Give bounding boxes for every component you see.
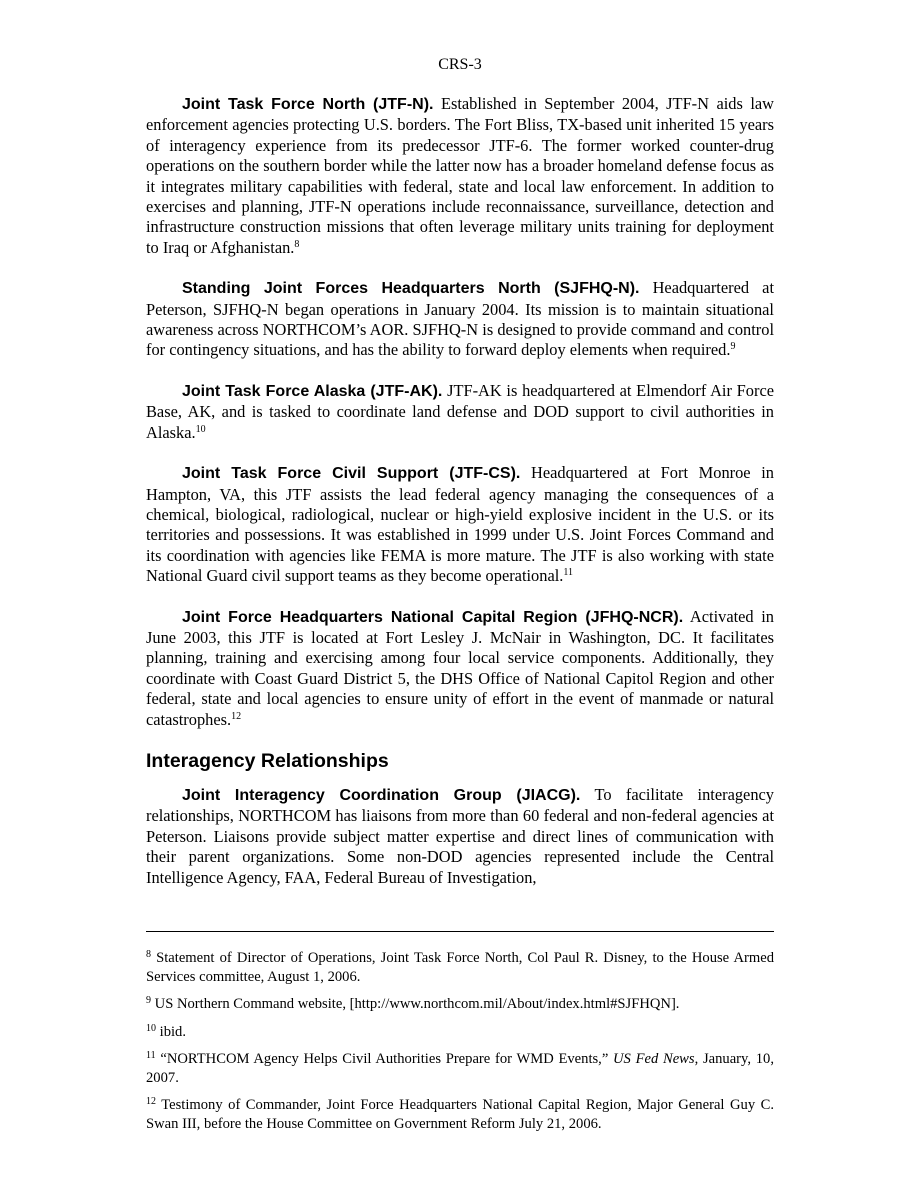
footnote-mark: 10 — [146, 1022, 156, 1034]
footnote-text: Testimony of Commander, Joint Force Headquarters National Capital Region, Major General Guy C. Swan III, before the House Committee on Government Reform July 21, 2006. — [146, 1097, 774, 1132]
footnote-mark: 8 — [146, 949, 151, 960]
paragraph-jiacg — [146, 785, 774, 888]
footnote-11 — [146, 1050, 774, 1087]
body-text — [146, 94, 774, 908]
paragraph-text: Established in September 2004, JTF-N aids law enforcement agencies protecting U.S. borders. The Fort Bliss, TX-based unit inherited 15 years of interagency experience from its predecessor JTF-6. The former worked counter-drug operations on the southern border while the latter now has a broader homeland defense focus as it integrates military capabilities with federal, state and local law enforcement. In addition to exercises and planning, JTF-N operations include reconnaissance, surveillance, detection and infrastructure construction missions that often leverage military units training for deployment to Iraq or Afghanistan. — [146, 94, 775, 257]
paragraph-jtf-ak — [146, 381, 774, 443]
footnote-mark: 12 — [146, 1096, 156, 1107]
footnotes — [146, 949, 774, 1142]
footnote-reference: 8 — [294, 238, 300, 250]
footnote-mark: 9 — [146, 995, 151, 1006]
page-number: CRS-3 — [438, 56, 482, 73]
paragraph-heading: Joint Interagency Coordination Group (JIACG). — [182, 786, 581, 804]
footnote-text: ibid. — [156, 1023, 186, 1040]
footnote-9 — [146, 995, 774, 1014]
paragraph-heading: Joint Task Force North (JTF-N). — [182, 96, 434, 113]
paragraph-heading: Joint Task Force Civil Support (JTF-CS). — [182, 465, 521, 483]
section-heading: Interagency Relationships — [146, 749, 389, 772]
paragraph-text: JTF-AK is headquartered at Elmendorf Air Force Base, AK, and is tasked to coordinate land defense and DOD support to civil authorities in Alaska. — [146, 380, 774, 442]
paragraph-jtf-n — [146, 94, 774, 258]
footnote-reference: 9 — [730, 341, 736, 353]
paragraph-heading: Joint Task Force Alaska (JTF-AK). — [182, 382, 443, 400]
paragraph-jfhq-ncr — [146, 607, 774, 730]
footnote-reference: 11 — [563, 567, 574, 579]
footnote-8 — [146, 949, 774, 986]
paragraph-text: To facilitate interagency relationships, NORTHCOM has liaisons from more than 60 federal and non-federal agencies at Peterson. Liaisons provide subject matter expertise and direct lines of communication with their parent organizations. Some non-DOD agencies represented include the Central Intelligence Agency, FAA, Federal Bureau of Investigation, — [146, 784, 775, 887]
footnote-reference: 10 — [195, 423, 206, 435]
footnote-publication-title: US Fed News — [613, 1051, 695, 1067]
paragraph-sjfhq-n — [146, 278, 774, 361]
paragraph-text: Activated in June 2003, this JTF is located at Fort Lesley J. McNair in Washington, DC. It facilitates planning, training and exercising among four local service components. Additionally, they coordinate with Coast Guard District 5, the DHS Office of National Capitol Region and other federal, state and local agencies to ensure unity of effort in the event of manmade or natural catastrophes. — [146, 606, 774, 729]
footnote-reference: 12 — [231, 710, 242, 722]
paragraph-text: Headquartered at Fort Monroe in Hampton, VA, this JTF assists the lead federal agency managing the consequences of a chemical, biological, radiological, nuclear or high-yield explosive incident in the U.S. or its territories and possessions. It was established in 1999 under U.S. Joint Forces Command and its coordination with agencies like FEMA is more mature. The JTF is also working with state National Guard civil support teams as they become operational. — [146, 463, 774, 586]
paragraph-heading: Joint Force Headquarters National Capital Region (JFHQ-NCR). — [182, 608, 684, 626]
footnote-text: Statement of Director of Operations, Joint Task Force North, Col Paul R. Disney, to the House Armed Services committee, August 1, 2006. — [146, 950, 774, 985]
footnote-text: “NORTHCOM Agency Helps Civil Authorities Prepare for WMD Events,” — [155, 1051, 614, 1067]
footnote-10 — [146, 1023, 774, 1042]
footnote-mark: 11 — [146, 1050, 156, 1061]
footnote-text: US Northern Command website, [http://www.northcom.mil/About/index.html#SJFHQN]. — [151, 996, 680, 1012]
paragraph-heading: Standing Joint Forces Headquarters North (SJFHQ-N). — [182, 280, 640, 298]
footnote-divider — [146, 931, 774, 932]
paragraph-text: Headquartered at Peterson, SJFHQ-N began operations in January 2004. Its mission is to maintain situational awareness across NORTHCOM’s AOR. SJFHQ-N is designed to provide command and control for contingency situations, and has the ability to forward deploy elements when required. — [146, 278, 774, 360]
paragraph-jtf-cs — [146, 463, 774, 586]
footnote-12 — [146, 1096, 774, 1133]
footnote-text-after: , January, 10, 2007. — [146, 1051, 774, 1086]
